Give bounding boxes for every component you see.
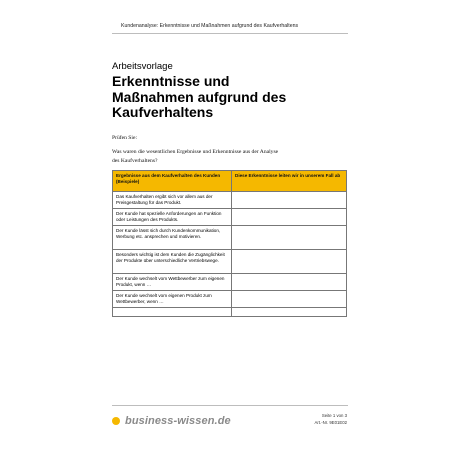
instruction-text: Prüfen Sie: [112,135,138,141]
table-header-conclusions: Diese Erkenntnisse leiten wir in unserem Fall ab [232,171,347,192]
table-row [113,226,347,250]
page-number: Seite 1 von 3 [321,413,347,418]
table-row [113,308,347,317]
title-line-3: Kaufverhaltens [112,104,214,120]
table-answer-cell[interactable] [232,308,347,317]
table-row [113,274,347,291]
title-line-2: Maßnahmen aufgrund des [112,88,287,105]
table-row-label[interactable] [113,308,232,317]
header-divider [112,33,348,34]
document-kicker: Arbeitsvorlage [112,61,173,72]
question-line-1: Was waren die wesentlichen Ergebnisse und Erkenntnisse aus der Analyse [112,149,279,155]
logo-dot-icon [112,417,120,425]
article-number: Art.-Nr. 9E01E02 [314,420,347,425]
table-row [113,192,347,209]
table-row-label: Der Kunde lässt sich durch Kundenkommunikation, Werbung etc. ansprechen und motivieren. [113,226,232,250]
brand-logo [112,414,231,428]
table-row-label: Das Kaufverhalten ergibt sich vor allem aus der Preisgestaltung für das Produkt. [113,192,232,209]
table-answer-cell[interactable] [232,226,347,250]
logo-text: business-wissen.de [125,415,231,427]
document-title [112,74,352,121]
table-row [113,291,347,308]
table-row [113,250,347,274]
table-row-label: Der Kunde hat spezielle Anforderungen an Funktion oder Leistungen des Produkts. [113,209,232,226]
question-line-2: des Kaufverhaltens? [112,158,158,164]
footer-divider [112,405,348,406]
table-answer-cell[interactable] [232,291,347,308]
table-answer-cell[interactable] [232,274,347,291]
title-line-1: Erkenntnisse und [112,73,230,89]
table-answer-cell[interactable] [232,250,347,274]
table-header-row [113,171,347,192]
table-row-label: Besonders wichtig ist dem Kunden die Zugänglichkeit der Produkte über unterschiedliche Vertriebswege. [113,250,232,274]
worksheet-table [112,170,347,317]
running-header: Kundenanalyse: Erkenntnisse und Maßnahmen aufgrund des Kaufverhaltens [121,23,299,29]
table-row [113,209,347,226]
table-header-results: Ergebnisse aus dem Kaufverhalten des Kunden (Beispiele) [113,171,232,192]
page-info [300,412,347,426]
table-answer-cell[interactable] [232,192,347,209]
table-answer-cell[interactable] [232,209,347,226]
table-row-label: Der Kunde wechselt vom Wettbewerber zum eigenen Produkt, wenn … [113,274,232,291]
table-row-label: Der Kunde wechselt vom eigenen Produkt zum Wettbewerber, wenn … [113,291,232,308]
